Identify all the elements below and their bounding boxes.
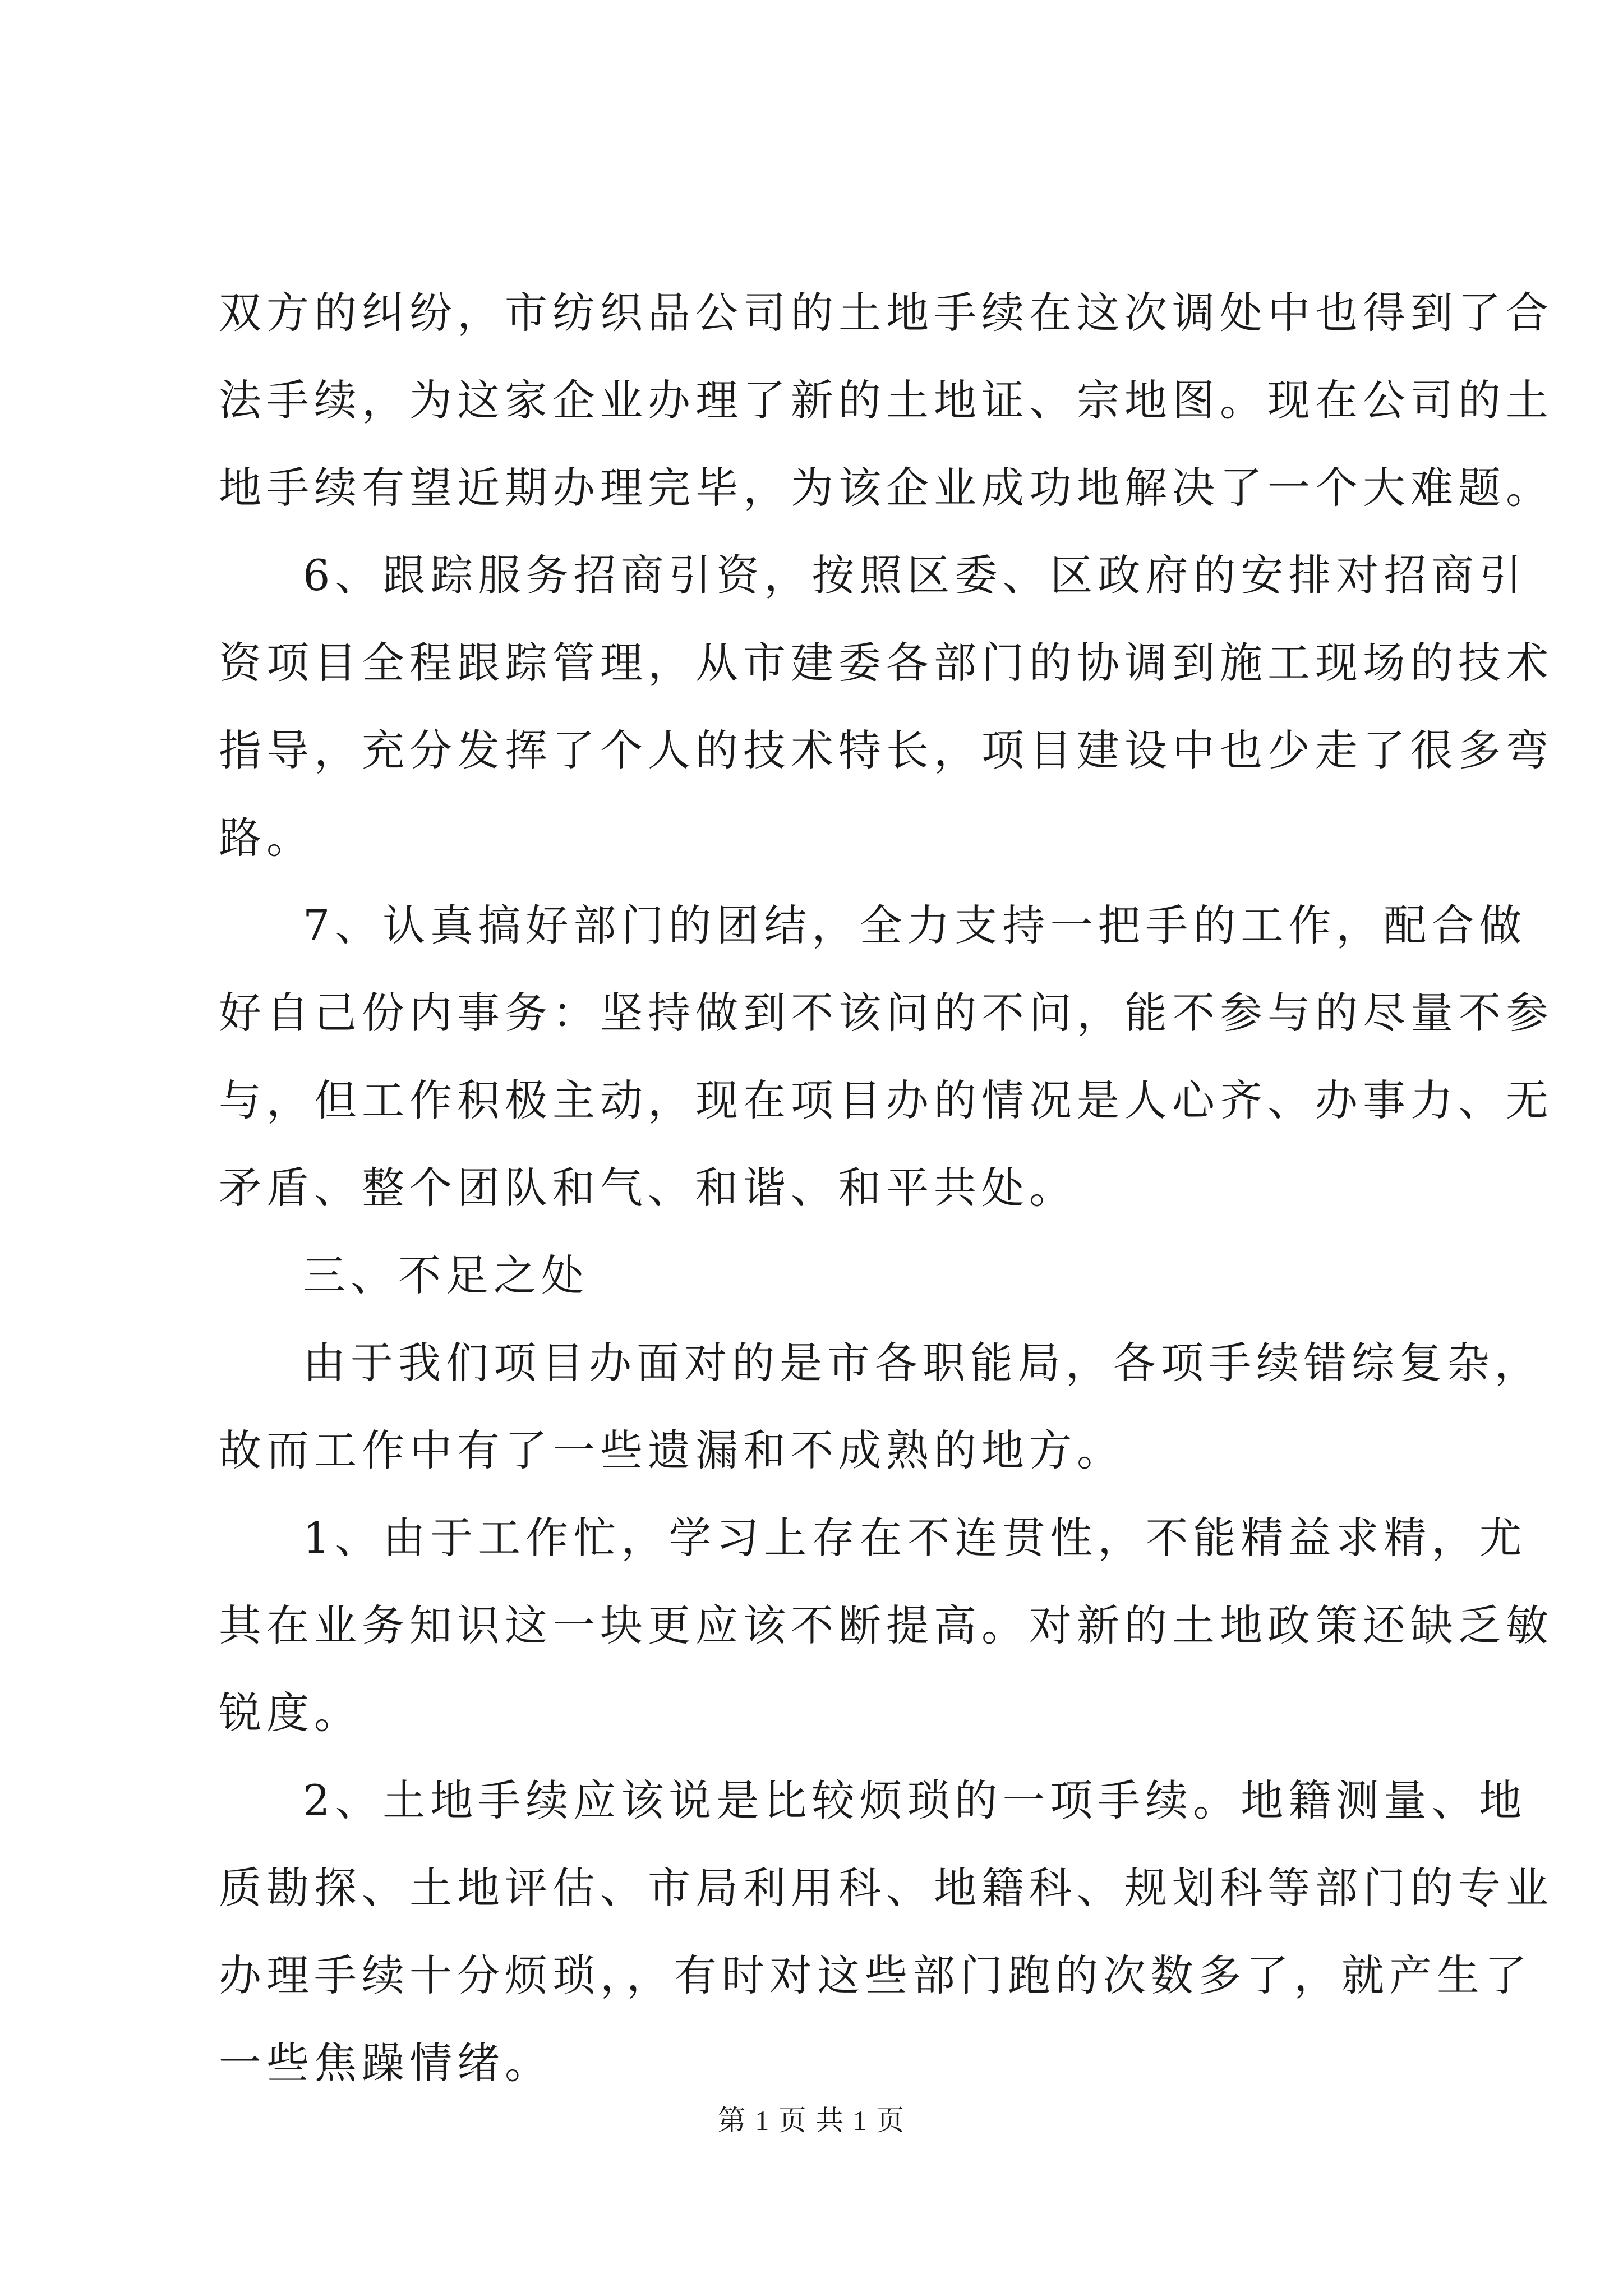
text-line: 好自己份内事务：坚持做到不该问的不问，能不参与的尽量不参 — [219, 988, 1553, 1038]
text-line: 路。 — [219, 813, 314, 863]
text-line: 7、认真搞好部门的团结，全力支持一把手的工作，配合做 — [303, 900, 1527, 950]
text-line: 地手续有望近期办理完毕，为该企业成功地解决了一个大难题。 — [219, 463, 1553, 513]
text-line: 1、由于工作忙，学习上存在不连贯性，不能精益求精，尤 — [303, 1513, 1527, 1563]
text-line: 资项目全程跟踪管理，从市建委各部门的协调到施工现场的技术 — [219, 638, 1553, 688]
text-line: 矛盾、整个团队和气、和谐、和平共处。 — [219, 1163, 1077, 1213]
text-line: 故而工作中有了一些遗漏和不成熟的地方。 — [219, 1425, 1124, 1475]
page-footer: 第 1 页 共 1 页 — [717, 2105, 906, 2136]
text-line: 办理手续十分烦琐，，有时对这些部门跑的次数多了，就产生了 — [219, 1950, 1532, 2000]
text-line: 锐度。 — [219, 1688, 362, 1738]
text-line: 双方的纠纷，市纺织品公司的土地手续在这次调处中也得到了合 — [219, 288, 1553, 338]
text-line: 法手续，为这家企业办理了新的土地证、宗地图。现在公司的土 — [219, 375, 1553, 425]
text-line: 6、跟踪服务招商引资，按照区委、区政府的安排对招商引 — [303, 550, 1527, 600]
text-line: 其在业务知识这一块更应该不断提高。对新的土地政策还缺乏敏 — [219, 1600, 1553, 1650]
text-line: 一些焦躁情绪。 — [219, 2038, 552, 2088]
text-line: 与，但工作积极主动，现在项目办的情况是人心齐、办事力、无 — [219, 1075, 1553, 1125]
section-heading: 三、不足之处 — [303, 1250, 589, 1300]
text-line: 质勘探、土地评估、市局利用科、地籍科、规划科等部门的专业 — [219, 1863, 1553, 1913]
text-line: 由于我们项目办面对的是市各职能局，各项手续错综复杂， — [303, 1338, 1542, 1388]
document-body — [219, 269, 1553, 2107]
text-line: 指导，充分发挥了个人的技术特长，项目建设中也少走了很多弯 — [219, 725, 1553, 775]
text-line: 2、土地手续应该说是比较烦琐的一项手续。地籍测量、地 — [303, 1775, 1527, 1825]
